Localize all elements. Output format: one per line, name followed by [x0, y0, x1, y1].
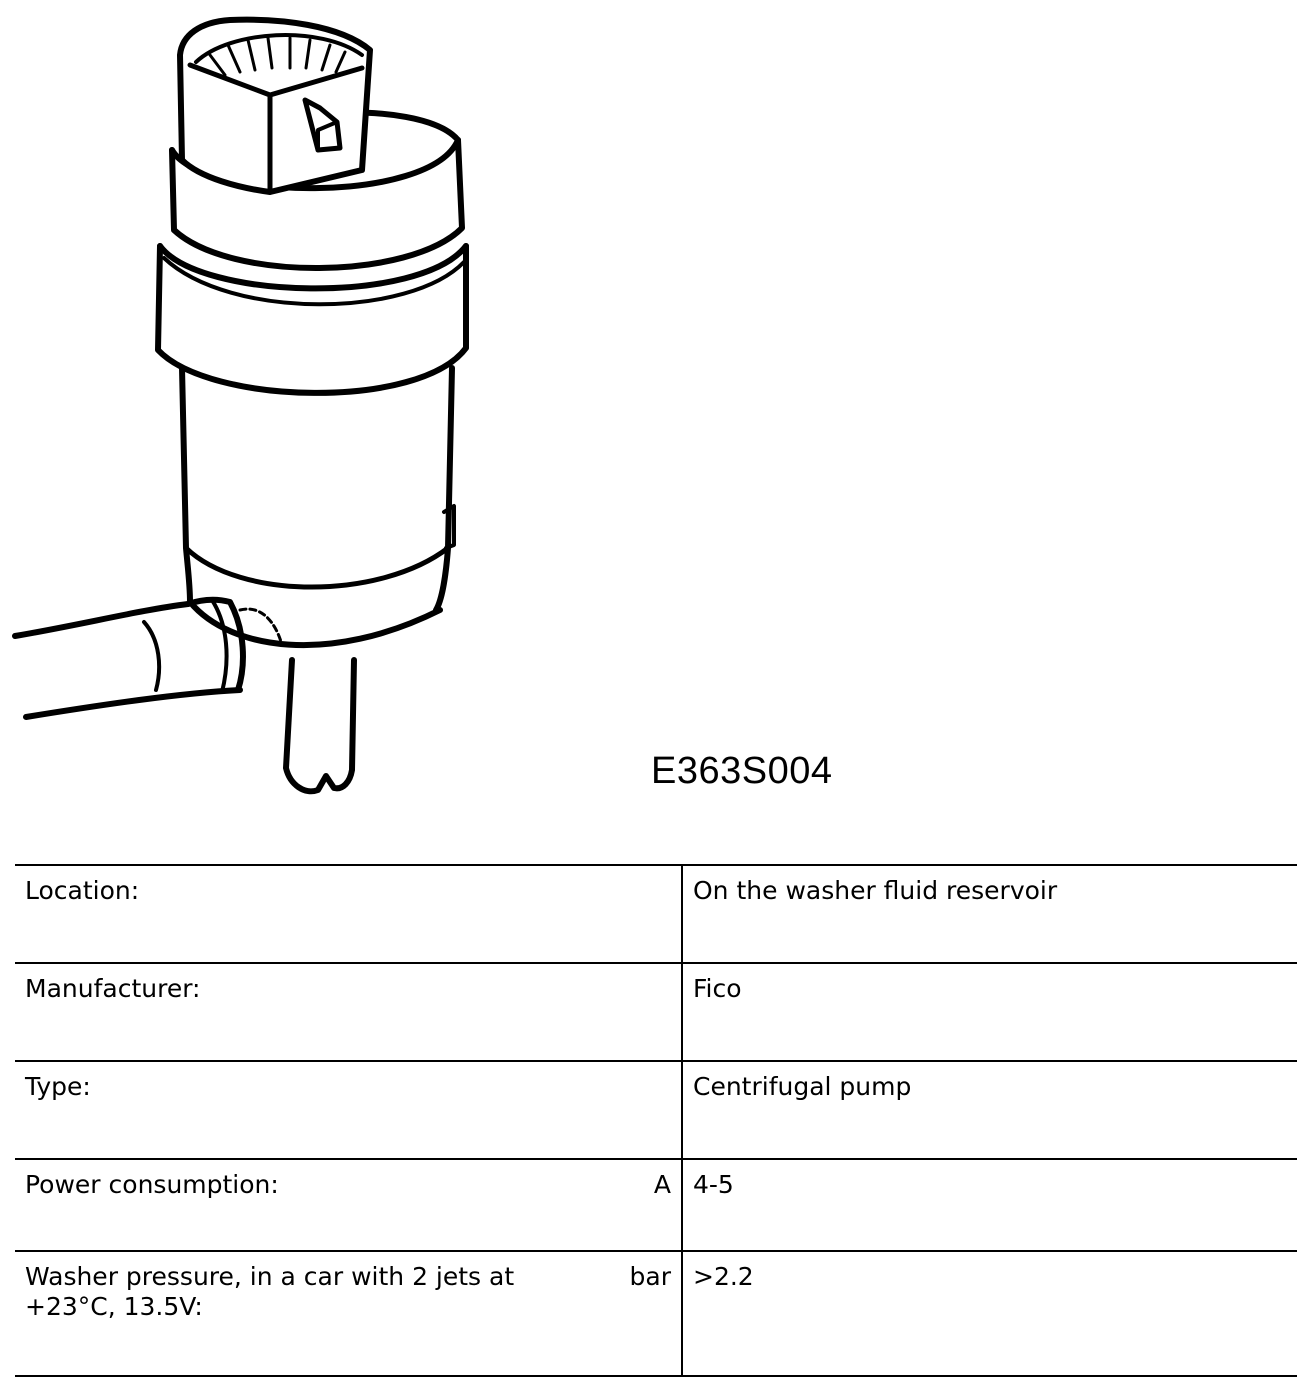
row-unit: A — [575, 1159, 682, 1251]
row-unit — [575, 865, 682, 963]
row-label: Washer pressure, in a car with 2 jets at +23°C, 13.5V: — [15, 1251, 575, 1376]
row-label: Type: — [15, 1061, 575, 1159]
table-row — [15, 1061, 1297, 1159]
row-unit: bar — [575, 1251, 682, 1376]
figure-code: E363S004 — [651, 750, 833, 792]
table-row — [15, 1159, 1297, 1251]
table-row — [15, 963, 1297, 1061]
specifications-table — [15, 864, 1297, 1377]
row-value: Centrifugal pump — [682, 1061, 1297, 1159]
row-label: Manufacturer: — [15, 963, 575, 1061]
row-value: 4-5 — [682, 1159, 1297, 1251]
row-unit — [575, 1061, 682, 1159]
row-value: >2.2 — [682, 1251, 1297, 1376]
row-label: Power consumption: — [15, 1159, 575, 1251]
row-value: On the washer fluid reservoir — [682, 865, 1297, 963]
row-unit — [575, 963, 682, 1061]
table-row — [15, 865, 1297, 963]
table-row — [15, 1251, 1297, 1376]
row-value: Fico — [682, 963, 1297, 1061]
row-label: Location: — [15, 865, 575, 963]
